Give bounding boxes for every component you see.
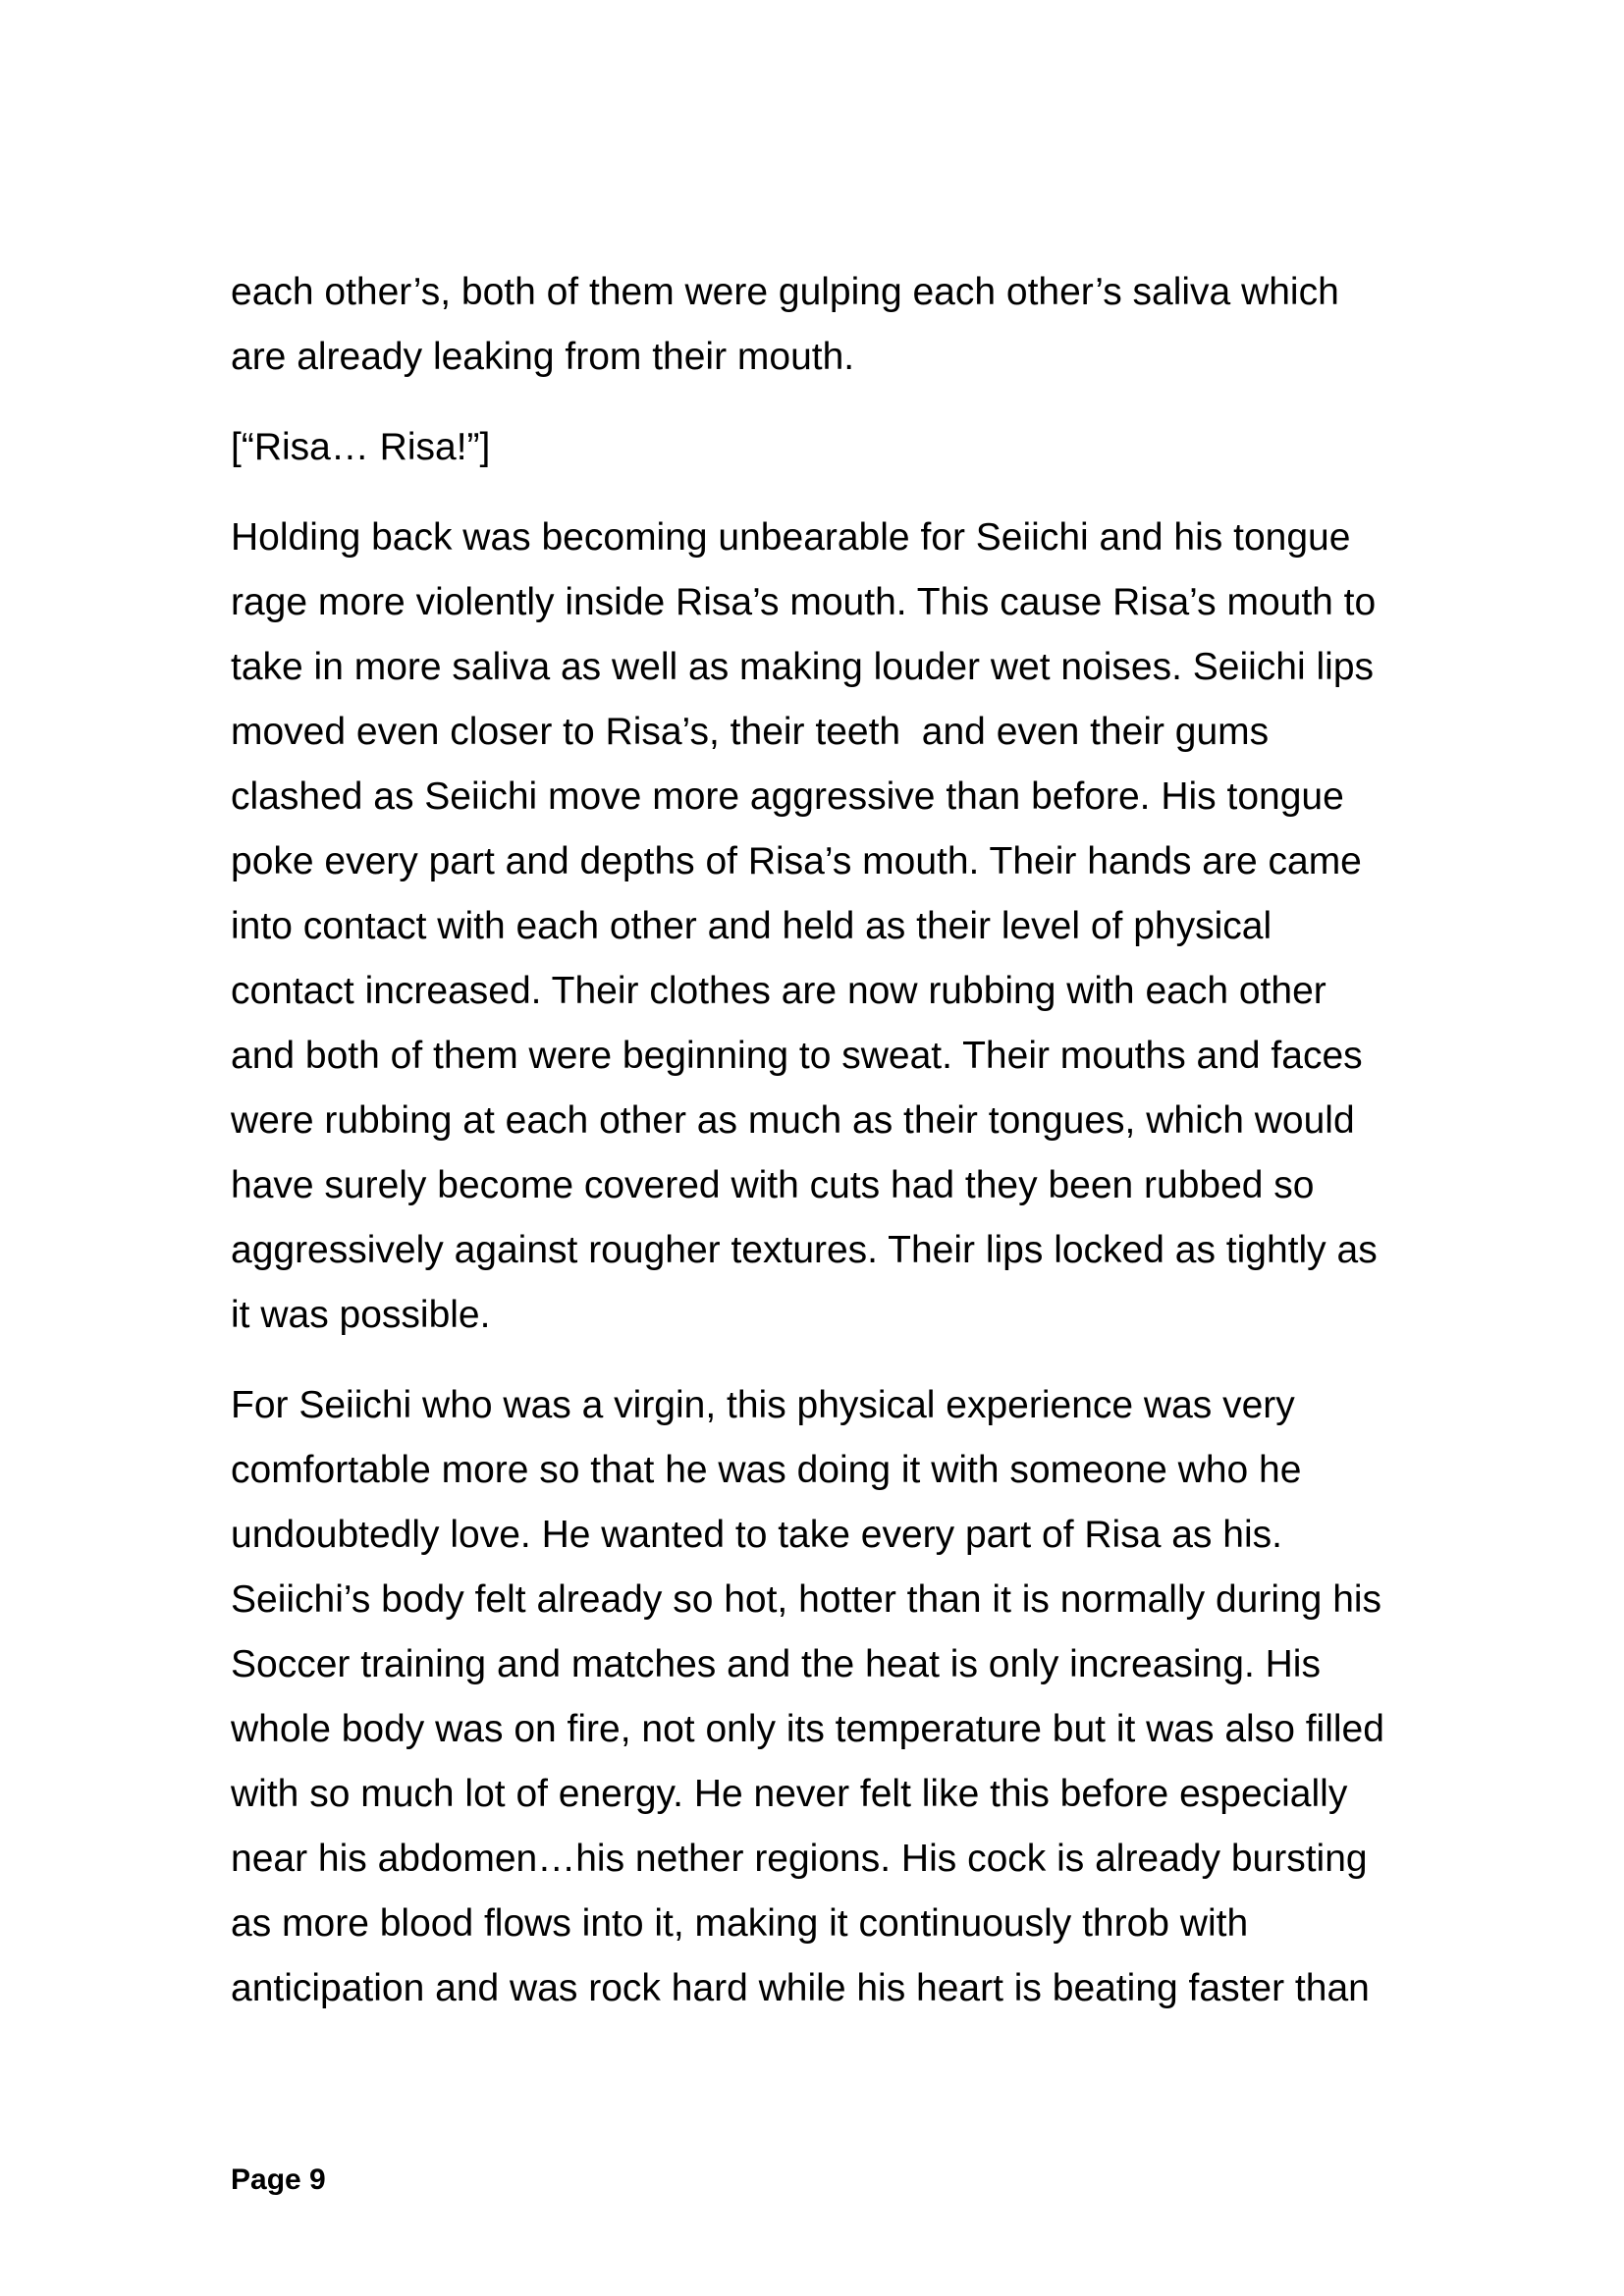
text-line: clashed as Seiichi move more aggressive than before. His tongue [231,775,1344,818]
text-line: with so much lot of energy. He never felt like this before especially [231,1773,1348,1815]
text-line: Soccer training and matches and the heat is only increasing. His [231,1643,1321,1685]
text-line: rage more violently inside Risa’s mouth. This cause Risa’s mouth to [231,581,1377,623]
text-line: take in more saliva as well as making louder wet noises. Seiichi lips [231,646,1375,688]
text-line: moved even closer to Risa’s, their teeth and even their gums [231,711,1270,753]
text-line: poke every part and depths of Risa’s mouth. Their hands are came [231,840,1362,882]
paragraph [231,506,1404,1348]
text-line: contact increased. Their clothes are now rubbing with each other [231,970,1326,1012]
text-line: and both of them were beginning to sweat. Their mouths and faces [231,1035,1363,1077]
page-number: Page 9 [231,2163,326,2196]
text-line: For Seiichi who was a virgin, this physical experience was very [231,1384,1295,1426]
text-line: [“Risa… Risa!”] [231,426,491,468]
text-line: it was possible. [231,1294,491,1336]
paragraph [231,1373,1404,2021]
text-line: Seiichi’s body felt already so hot, hotter than it is normally during his [231,1578,1382,1621]
paragraph [231,260,1404,390]
text-line: as more blood flows into it, making it continuously throb with [231,1902,1249,1945]
text-line: Holding back was becoming unbearable for Seiichi and his tongue [231,516,1351,559]
page-footer [231,2165,326,2195]
text-line: were rubbing at each other as much as their tongues, which would [231,1099,1355,1142]
text-line: whole body was on fire, not only its temperature but it was also filled [231,1708,1384,1750]
paragraph [231,415,1404,480]
text-line: anticipation and was rock hard while his heart is beating faster than [231,1967,1370,2009]
text-line: each other’s, both of them were gulping each other’s saliva which [231,271,1339,313]
text-line: comfortable more so that he was doing it with someone who he [231,1449,1302,1491]
text-line: are already leaking from their mouth. [231,336,855,378]
text-line: undoubtedly love. He wanted to take every part of Risa as his. [231,1514,1282,1556]
text-line: near his abdomen…his nether regions. His cock is already bursting [231,1838,1368,1880]
text-line: into contact with each other and held as their level of physical [231,905,1272,947]
text-line: have surely become covered with cuts had they been rubbed so [231,1164,1315,1206]
text-line: aggressively against rougher textures. Their lips locked as tightly as [231,1229,1378,1271]
page-body-text [231,260,1404,2047]
